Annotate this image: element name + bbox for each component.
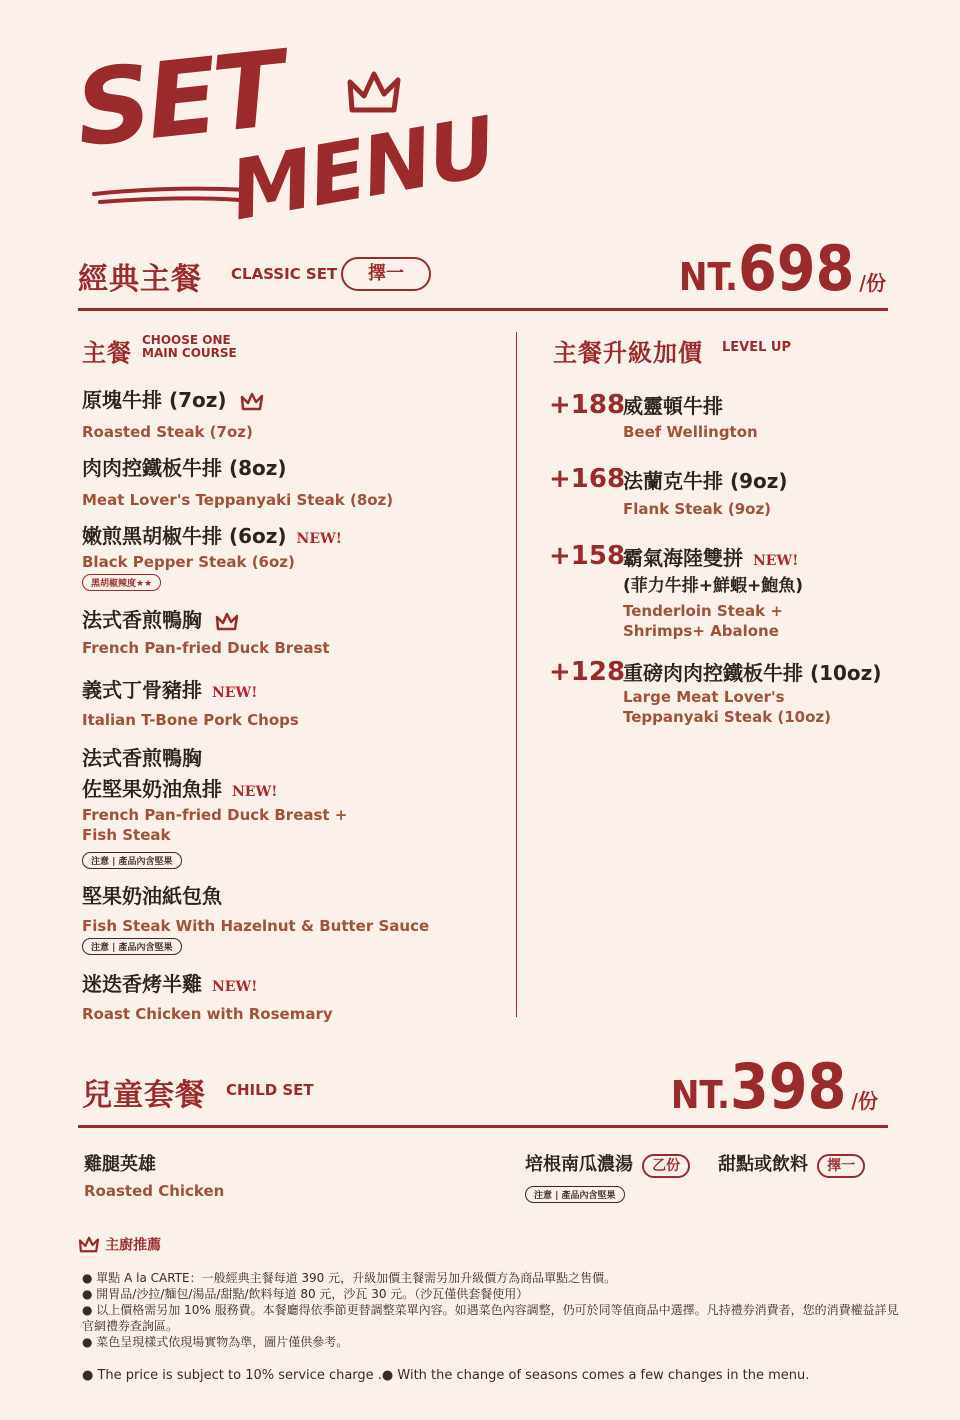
child-title: 兒童套餐 <box>82 1078 206 1113</box>
child-dessert-zh: 甜點或飲料 <box>718 1154 808 1175</box>
main-item-zh: 堅果奶油紙包魚 <box>82 884 222 908</box>
logo-menu-text: MENU <box>223 99 502 240</box>
footer-note: ● 菜色呈現樣式依現場實物為準，圖片僅供參考。 <box>82 1335 349 1349</box>
chef-recommend-crown-icon <box>215 612 239 632</box>
footer-note: ● 開胃品/沙拉/麵包/湯品/甜點/飲料每道 80 元，沙瓦 30 元。（沙瓦僅供套餐使用） <box>82 1287 529 1301</box>
levelup-item <box>623 465 788 518</box>
chef-recommend-legend <box>78 1234 161 1255</box>
main-item-en-line2: Fish Steak <box>82 826 171 844</box>
levelup-item-zh: 法蘭克牛排 (9oz) <box>623 469 788 493</box>
levelup-item-en: Large Meat Lover's <box>623 688 785 706</box>
main-item-en: French Pan-fried Duck Breast + <box>82 806 348 824</box>
levelup-item-en-line2: Shrimps+ Abalone <box>623 622 779 640</box>
main-course-subtitle <box>142 334 237 360</box>
main-item-zh-line2: 佐堅果奶油魚排 <box>82 777 222 801</box>
footer-english-note: ● The price is subject to 10% service charge .● With the change of seasons comes a few changes in the menu. <box>82 1368 810 1383</box>
new-badge: NEW! <box>232 784 278 800</box>
levelup-item-zh: 霸氣海陸雙拼 <box>623 546 743 570</box>
main-item <box>82 452 393 509</box>
nut-warning-pill: 注意 | 產品內含堅果 <box>525 1186 625 1203</box>
levelup-item <box>623 390 758 441</box>
child-dessert <box>718 1150 865 1178</box>
main-item <box>82 742 347 869</box>
classic-price-prefix: NT. <box>678 255 738 299</box>
levelup-price: +168 <box>549 464 626 494</box>
classic-price-unit: /份 <box>859 271 886 295</box>
classic-divider <box>78 308 888 311</box>
levelup-item-en: Tenderloin Steak + <box>623 602 783 620</box>
main-item-zh: 法式香煎鴨胸 <box>82 608 202 632</box>
new-badge: NEW! <box>296 531 342 547</box>
classic-choose-pill: 擇一 <box>341 257 431 291</box>
main-item-zh: 迷迭香烤半雞 <box>82 972 202 996</box>
child-main-zh: 雞腿英雄 <box>84 1154 156 1175</box>
child-main <box>84 1150 224 1200</box>
logo-set-text: SET <box>70 27 287 171</box>
levelup-price: +188 <box>549 390 626 420</box>
main-course-subtitle-1: CHOOSE ONE <box>142 333 231 347</box>
classic-price <box>679 232 886 305</box>
child-price-unit: /份 <box>851 1089 878 1113</box>
main-item-zh: 義式丁骨豬排 <box>82 678 202 702</box>
child-price-prefix: NT. <box>670 1073 730 1117</box>
new-badge: NEW! <box>212 685 258 701</box>
chef-recommend-crown-icon <box>240 392 264 412</box>
levelup-price: +128 <box>549 657 626 687</box>
set-menu-logo <box>70 27 502 240</box>
spicy-note-pill: 黑胡椒辣度★★ <box>82 574 161 591</box>
nut-warning-pill: 注意 | 產品內含堅果 <box>82 938 182 955</box>
levelup-item <box>623 542 803 640</box>
main-item-zh: 原塊牛排 (7oz) <box>82 388 227 412</box>
levelup-item-zh: 重磅肉肉控鐵板牛排 (10oz) <box>623 661 882 685</box>
footer-notes <box>82 1270 902 1350</box>
main-item <box>82 968 333 1023</box>
child-price <box>671 1050 878 1123</box>
chef-recommend-label: 主廚推薦 <box>105 1237 162 1254</box>
levelup-item-en-line2: Teppanyaki Steak (10oz) <box>623 708 832 726</box>
child-divider <box>78 1125 888 1128</box>
chef-recommend-crown-icon <box>78 1236 100 1254</box>
child-main-en: Roasted Chicken <box>84 1182 225 1200</box>
main-item-zh: 嫩煎黑胡椒牛排 (6oz) <box>82 524 287 548</box>
main-item <box>82 520 342 591</box>
levelup-title-en: LEVEL UP <box>722 340 791 355</box>
main-item-en: Roast Chicken with Rosemary <box>82 1005 333 1023</box>
main-item-en: Roasted Steak (7oz) <box>82 423 253 441</box>
child-soup-pill: 乙份 <box>642 1154 690 1178</box>
logo-crown-icon <box>346 70 402 116</box>
levelup-item-zh: 威靈頓牛排 <box>623 394 723 418</box>
child-price-value: 398 <box>729 1050 847 1123</box>
main-item-zh: 肉肉控鐵板牛排 (8oz) <box>82 456 287 480</box>
levelup-item-en: Beef Wellington <box>623 423 758 441</box>
main-item-zh: 法式香煎鴨胸 <box>82 746 202 770</box>
child-soup-zh: 培根南瓜濃湯 <box>525 1154 633 1175</box>
logo-brush-stroke-icon <box>90 180 260 210</box>
new-badge: NEW! <box>212 979 258 995</box>
levelup-item <box>623 657 881 726</box>
child-dessert-pill: 擇一 <box>817 1154 865 1178</box>
main-item <box>82 674 299 729</box>
main-item-en: Italian T-Bone Pork Chops <box>82 711 299 729</box>
main-item <box>82 880 429 955</box>
main-item <box>82 384 264 441</box>
footer-note: ● 以上價格需另加 10% 服務費。本餐廳得依季節更替調整菜單內容。如遇菜色內容調整，仍可於同等值商品中選擇。凡持禮券消費者，您的消費權益詳見官網禮券查詢區。 <box>82 1303 899 1333</box>
levelup-item-en: Flank Steak (9oz) <box>623 500 772 518</box>
nut-warning-pill: 注意 | 產品內含堅果 <box>82 852 182 869</box>
classic-title-en: CLASSIC SET <box>231 265 338 283</box>
main-course-title: 主餐 <box>82 339 132 367</box>
main-course-subtitle-2: MAIN COURSE <box>142 346 237 360</box>
child-soup <box>525 1150 690 1203</box>
main-item-en: Black Pepper Steak (6oz) <box>82 553 295 571</box>
levelup-item-zh-line2: (菲力牛排+鮮蝦+鮑魚) <box>623 576 804 596</box>
child-title-en: CHILD SET <box>226 1081 314 1099</box>
new-badge: NEW! <box>753 553 799 569</box>
levelup-title: 主餐升級加價 <box>553 339 703 367</box>
levelup-price: +158 <box>549 541 626 571</box>
classic-title: 經典主餐 <box>78 262 202 297</box>
main-item-en: Fish Steak With Hazelnut & Butter Sauce <box>82 917 430 935</box>
classic-price-value: 698 <box>737 232 855 305</box>
column-divider <box>516 332 517 1017</box>
main-item-en: French Pan-fried Duck Breast <box>82 639 330 657</box>
footer-note: ● 單點 A la CARTE：一般經典主餐每道 390 元，升級加價主餐需另加升級價方為商品單點之售價。 <box>82 1271 617 1285</box>
main-item-en: Meat Lover's Teppanyaki Steak (8oz) <box>82 491 394 509</box>
main-item <box>82 604 330 657</box>
